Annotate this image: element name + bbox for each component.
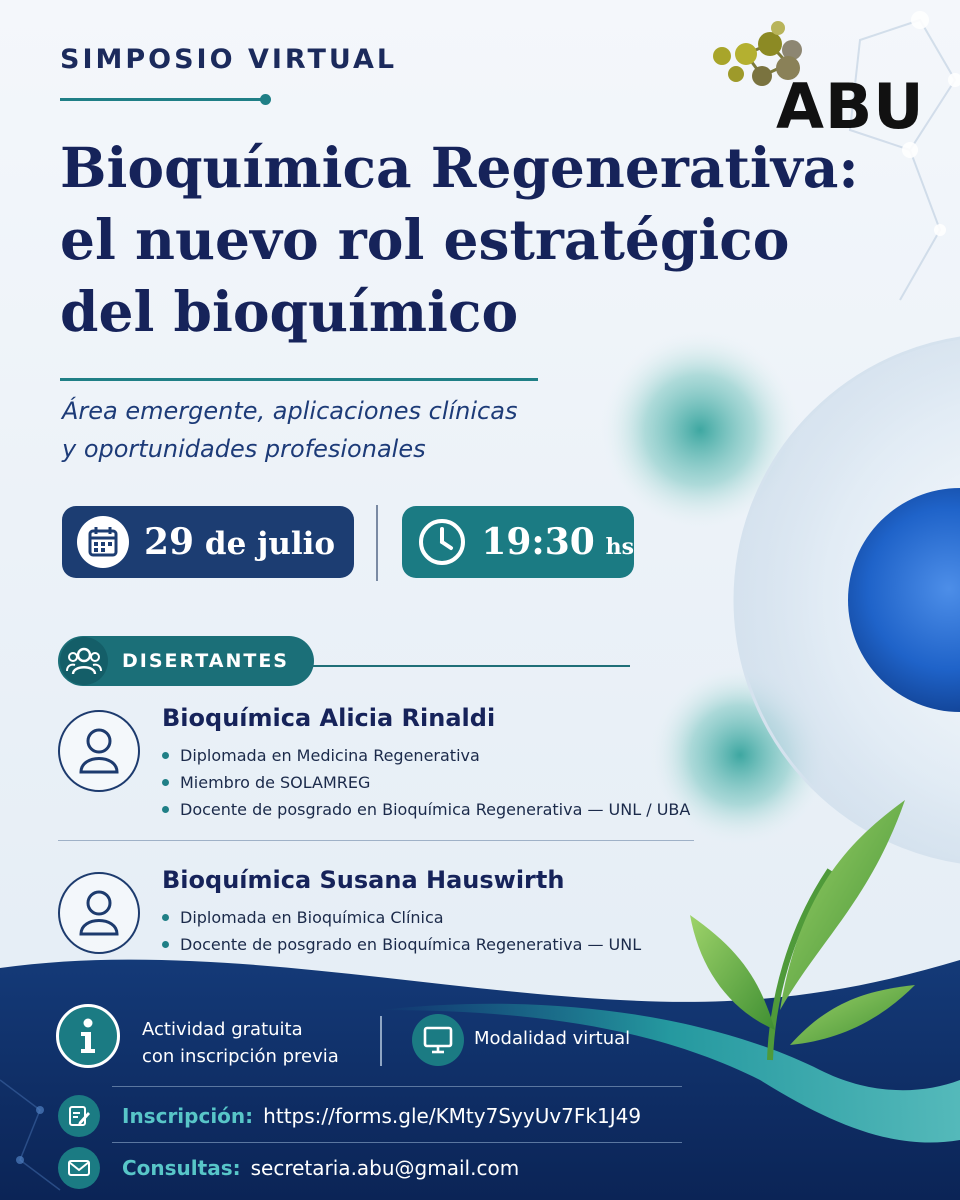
event-subtitle — [62, 392, 622, 468]
event-title-line-3: del bioquímico — [60, 279, 519, 344]
event-title — [60, 132, 880, 348]
footer-separator — [380, 1016, 382, 1066]
registration-row[interactable] — [58, 1094, 641, 1138]
event-date-day: 29 — [144, 521, 195, 563]
contact-row[interactable] — [58, 1146, 519, 1190]
speaker-divider — [58, 840, 694, 841]
person-avatar-icon — [58, 872, 140, 954]
activity-note — [142, 1016, 339, 1070]
clock-icon — [414, 513, 469, 571]
speaker-credential: Diplomada en Bioquímica Clínica — [162, 904, 641, 931]
speaker-credentials — [162, 742, 690, 823]
abu-logo-text: ABU — [776, 70, 925, 143]
date-time-separator — [376, 505, 378, 581]
eyebrow-underline — [60, 98, 266, 101]
title-divider — [60, 378, 538, 381]
speaker-name: Bioquímica Susana Hauswirth — [162, 866, 565, 894]
event-date — [144, 521, 335, 563]
registration-link[interactable]: https://forms.gle/KMty7SyyUv7Fk1J49 — [263, 1104, 642, 1128]
footer-rule — [112, 1142, 682, 1143]
speaker-credential: Diplomada en Medicina Regenerativa — [162, 742, 690, 769]
person-avatar-icon — [58, 710, 140, 792]
speaker-credentials — [162, 904, 641, 958]
modality-label: Modalidad virtual — [474, 1028, 631, 1049]
footer-rule — [112, 1086, 682, 1087]
monitor-icon — [412, 1014, 464, 1066]
activity-note-line-1: Actividad gratuita — [142, 1019, 303, 1040]
event-date-month: de julio — [204, 526, 336, 562]
speaker-credential: Miembro de SOLAMREG — [162, 769, 690, 796]
date-badge — [62, 506, 354, 578]
speaker-credential: Docente de posgrado en Bioquímica Regenerativa — UNL — [162, 931, 641, 958]
event-subtitle-line-1: Área emergente, aplicaciones clínicas — [62, 397, 518, 425]
speaker-credential: Docente de posgrado en Bioquímica Regenerativa — UNL / UBA — [162, 796, 690, 823]
event-title-line-2: el nuevo rol estratégico — [60, 207, 790, 272]
event-time — [481, 521, 634, 563]
event-time-value: 19:30 — [481, 521, 595, 563]
mail-icon — [58, 1147, 100, 1189]
event-title-line-1: Bioquímica Regenerativa: — [60, 135, 859, 200]
people-icon — [60, 637, 108, 685]
registration-label: Inscripción: — [122, 1104, 254, 1128]
event-type-label: SIMPOSIO VIRTUAL — [60, 44, 398, 75]
time-badge — [402, 506, 634, 578]
speakers-section-label: DISERTANTES — [122, 650, 289, 672]
event-time-unit: hs — [605, 534, 634, 560]
activity-note-line-2: con inscripción previa — [142, 1046, 339, 1067]
calendar-icon — [74, 513, 132, 571]
contact-label: Consultas: — [122, 1156, 241, 1180]
eyebrow-underline-dot — [260, 94, 271, 105]
speaker-name: Bioquímica Alicia Rinaldi — [162, 704, 496, 732]
speakers-section-header — [58, 636, 314, 686]
info-icon — [56, 1004, 120, 1068]
event-subtitle-line-2: y oportunidades profesionales — [62, 435, 426, 463]
speakers-section-rule — [310, 665, 630, 667]
form-edit-icon — [58, 1095, 100, 1137]
contact-email[interactable]: secretaria.abu@gmail.com — [250, 1156, 520, 1180]
